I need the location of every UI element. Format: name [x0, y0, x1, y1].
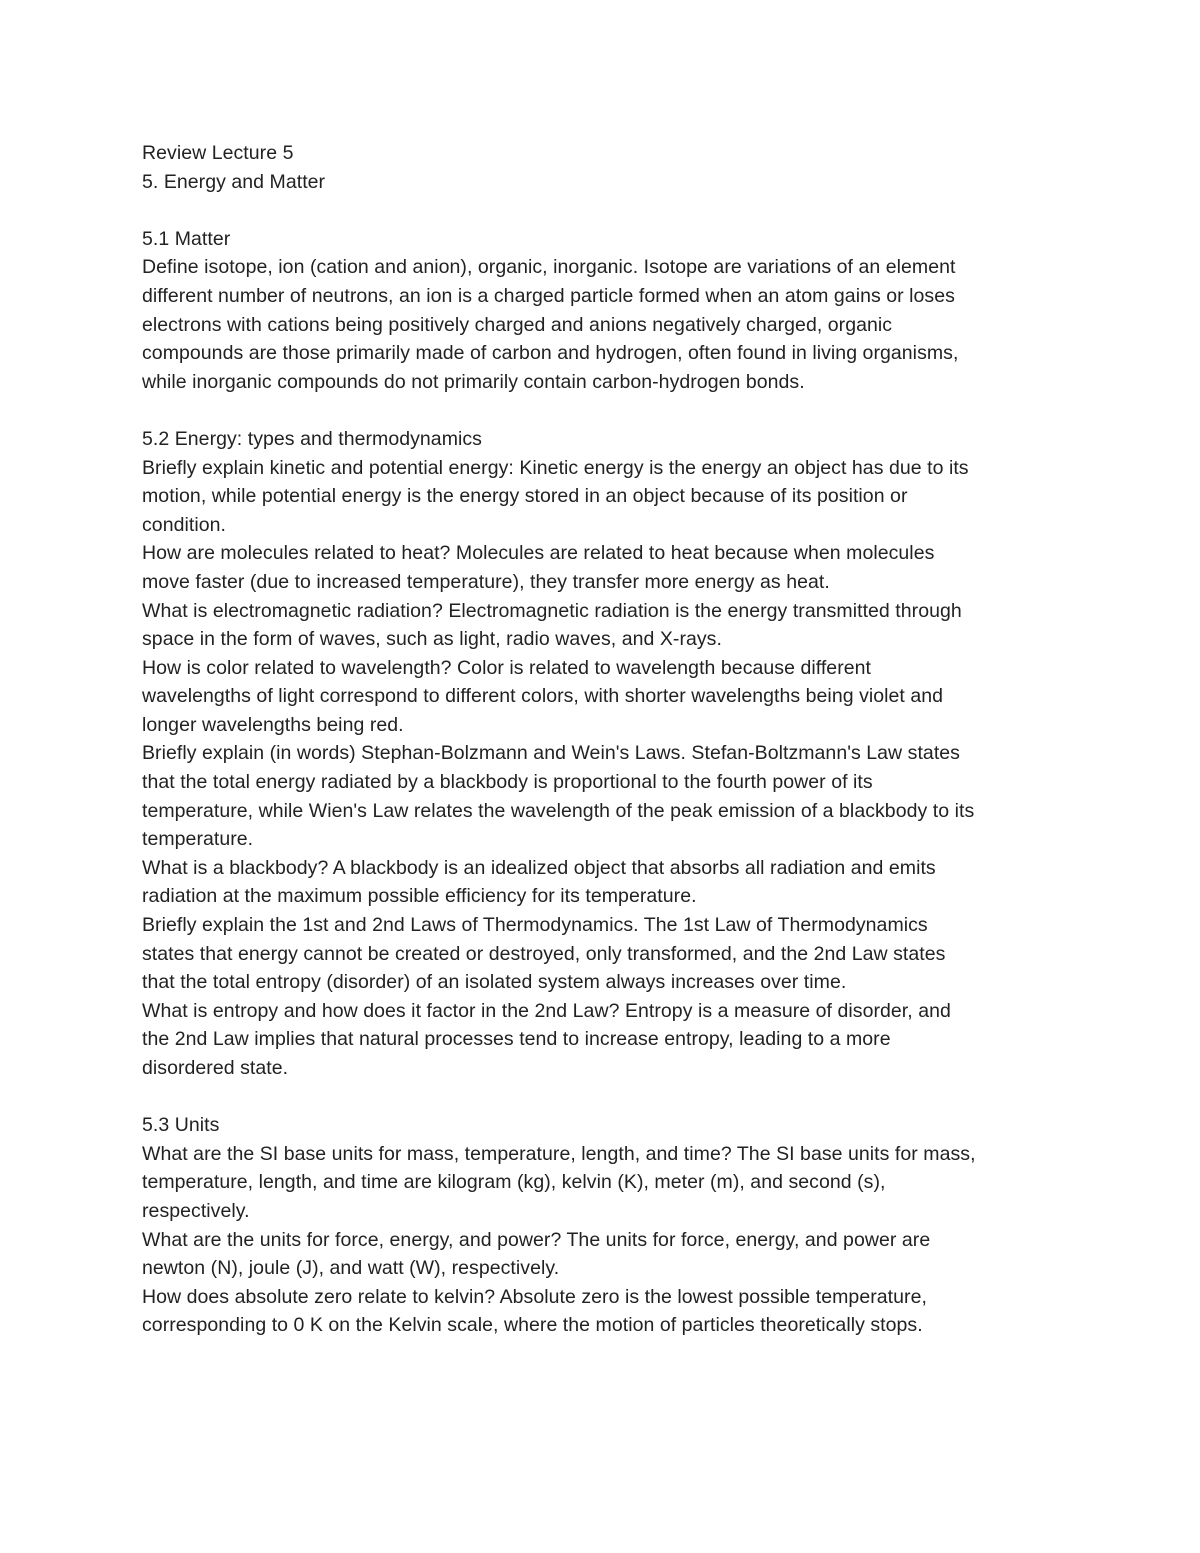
text-line: motion, while potential energy is the energy stored in an object because of its position or [142, 485, 908, 508]
text-line: radiation at the maximum possible efficiency for its temperature. [142, 885, 697, 908]
text-line: Briefly explain kinetic and potential energy: Kinetic energy is the energy an object has due to its [142, 456, 969, 479]
text-line: the 2nd Law implies that natural processes tend to increase entropy, leading to a more [142, 1028, 891, 1051]
section-heading: 5.2 Energy: types and thermodynamics [142, 427, 482, 450]
text-line: What are the SI base units for mass, temperature, length, and time? The SI base units for mass, [142, 1142, 976, 1165]
text-line: longer wavelengths being red. [142, 713, 404, 736]
text-line: condition. [142, 513, 226, 536]
spacer [142, 196, 1072, 225]
section-energy [142, 425, 1072, 1083]
text-line: electrons with cations being positively charged and anions negatively charged, organic [142, 313, 893, 336]
spacer [142, 396, 1072, 425]
document-page [142, 139, 1072, 1340]
text-line: corresponding to 0 K on the Kelvin scale, where the motion of particles theoretically stops. [142, 1314, 923, 1337]
text-line: respectively. [142, 1199, 250, 1222]
text-line: compounds are those primarily made of carbon and hydrogen, often found in living organisms, [142, 342, 959, 365]
text-line: How are molecules related to heat? Molecules are related to heat because when molecules [142, 542, 935, 565]
text-line: temperature. [142, 828, 254, 851]
spacer [142, 1083, 1072, 1112]
text-line: newton (N), joule (J), and watt (W), respectively. [142, 1257, 560, 1280]
document-title: Review Lecture 5 [142, 142, 294, 164]
text-line: What are the units for force, energy, and power? The units for force, energy, and power are [142, 1228, 931, 1251]
text-line: How does absolute zero relate to kelvin? Absolute zero is the lowest possible temperature, [142, 1285, 927, 1308]
section-heading: 5.3 Units [142, 1114, 220, 1137]
text-line: while inorganic compounds do not primarily contain carbon-hydrogen bonds. [142, 370, 805, 393]
text-line: space in the form of waves, such as light, radio waves, and X-rays. [142, 628, 722, 651]
chapter-heading: 5. Energy and Matter [142, 170, 326, 193]
text-line: Briefly explain the 1st and 2nd Laws of Thermodynamics. The 1st Law of Thermodynamics [142, 914, 928, 937]
section-matter [142, 225, 1072, 397]
text-line: move faster (due to increased temperature), they transfer more energy as heat. [142, 570, 830, 593]
text-line: Define isotope, ion (cation and anion), organic, inorganic. Isotope are variations of an element [142, 256, 956, 279]
text-line: temperature, length, and time are kilogram (kg), kelvin (K), meter (m), and second (s), [142, 1171, 886, 1194]
text-line: wavelengths of light correspond to different colors, with shorter wavelengths being violet and [142, 685, 944, 708]
text-line: temperature, while Wien's Law relates the wavelength of the peak emission of a blackbody to its [142, 799, 975, 822]
text-line: that the total energy radiated by a blackbody is proportional to the fourth power of its [142, 771, 873, 794]
text-line: What is a blackbody? A blackbody is an idealized object that absorbs all radiation and emits [142, 856, 936, 879]
text-line: that the total entropy (disorder) of an isolated system always increases over time. [142, 971, 847, 994]
section-heading: 5.1 Matter [142, 227, 231, 250]
text-line: How is color related to wavelength? Color is related to wavelength because different [142, 656, 872, 679]
text-line: states that energy cannot be created or destroyed, only transformed, and the 2nd Law states [142, 942, 946, 965]
text-line: What is electromagnetic radiation? Electromagnetic radiation is the energy transmitted through [142, 599, 962, 622]
text-line: Briefly explain (in words) Stephan-Bolzmann and Wein's Laws. Stefan-Boltzmann's Law states [142, 742, 960, 765]
text-line: different number of neutrons, an ion is a charged particle formed when an atom gains or loses [142, 284, 955, 307]
text-line: What is entropy and how does it factor in the 2nd Law? Entropy is a measure of disorder, and [142, 999, 951, 1022]
section-units [142, 1111, 1072, 1340]
text-line: disordered state. [142, 1057, 289, 1079]
